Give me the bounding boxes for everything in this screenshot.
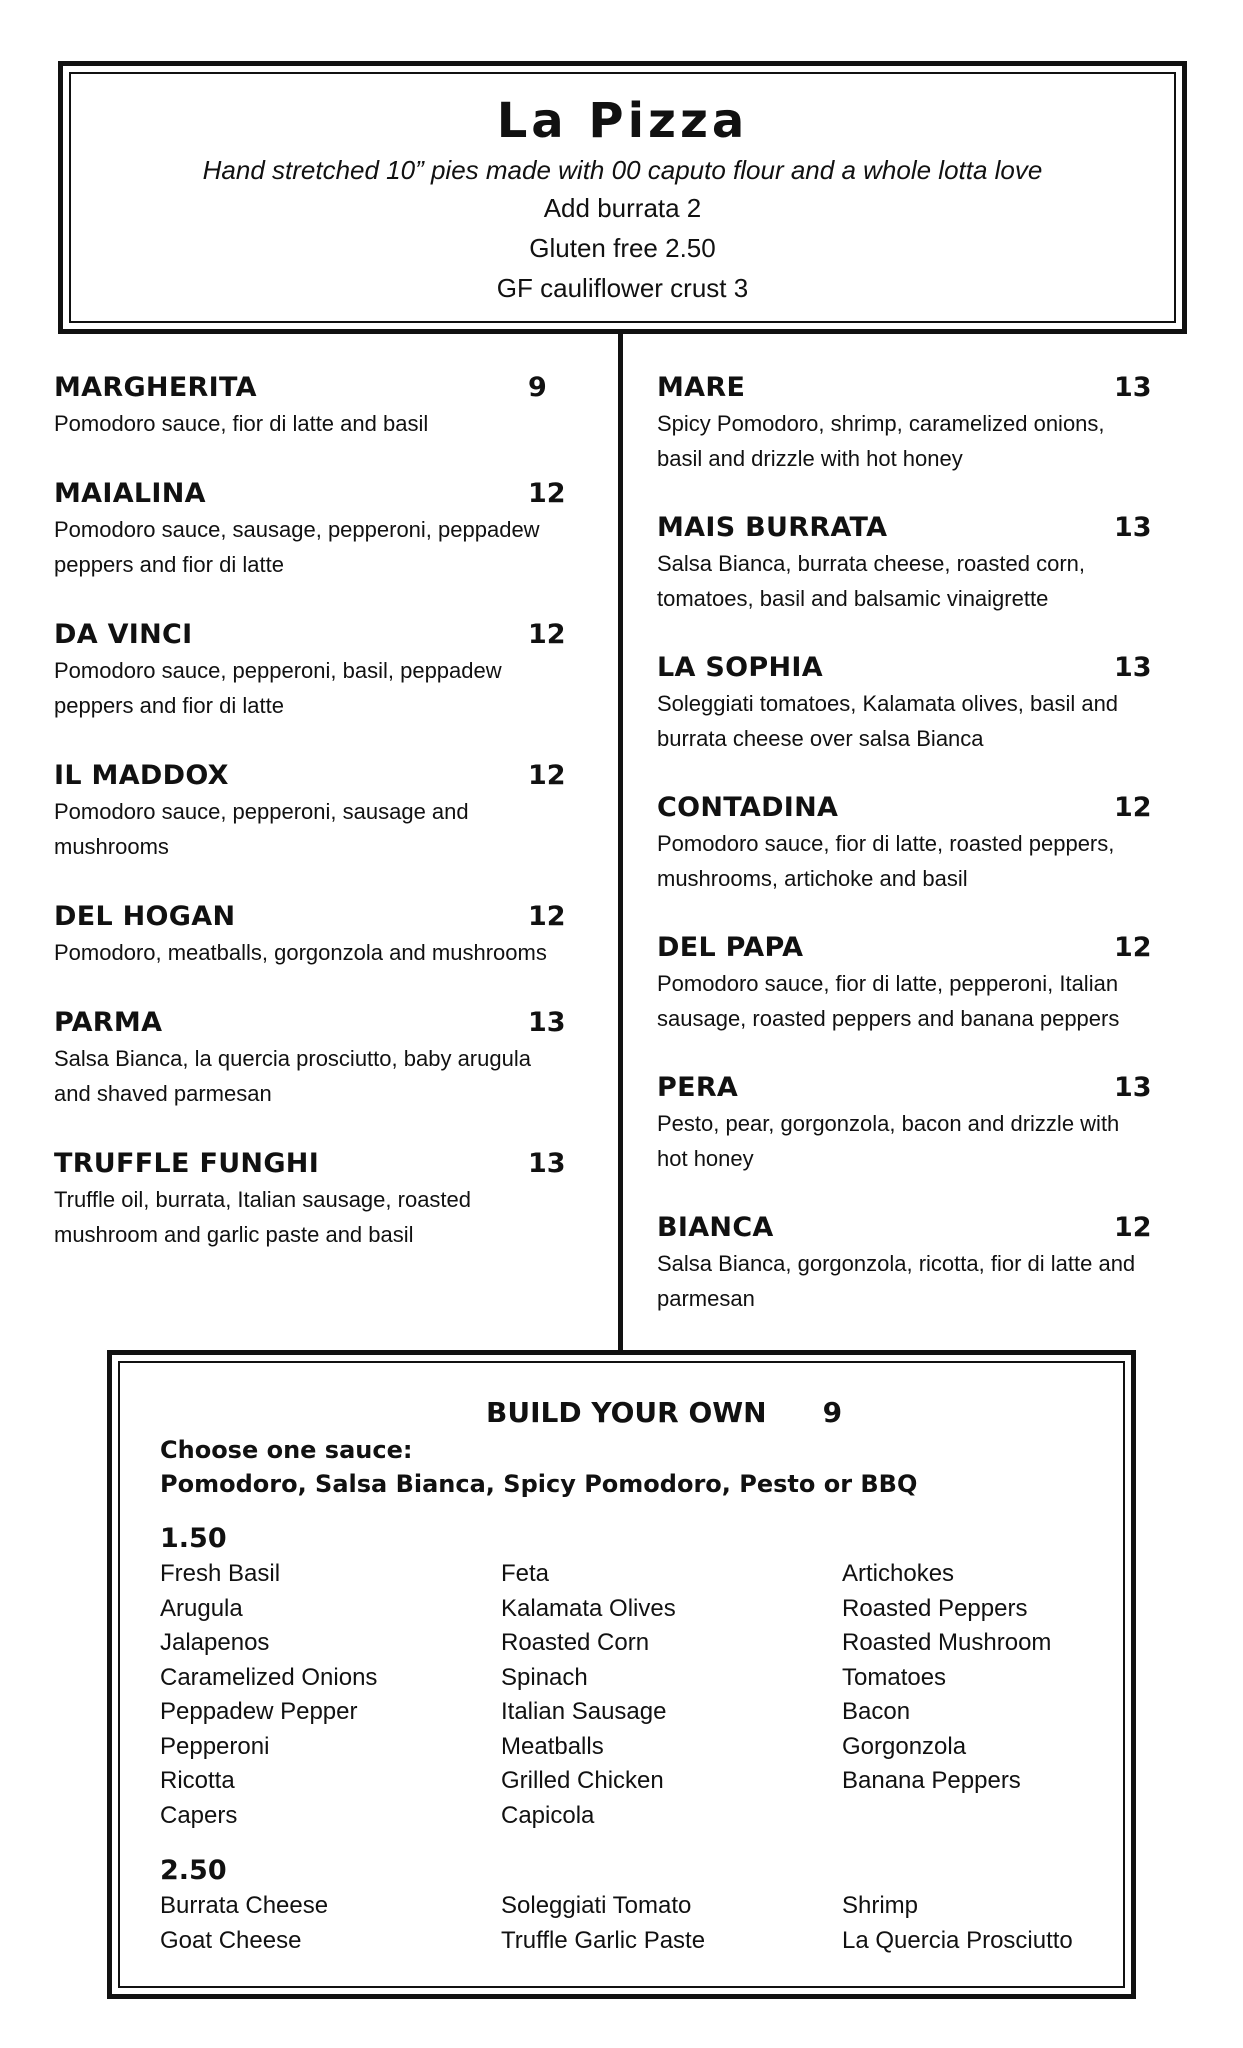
item-price: 12 xyxy=(528,478,566,509)
item-description: mushrooms, artichoke and basil xyxy=(657,866,968,891)
item-name: PERA xyxy=(657,1072,739,1103)
topping-item: Arugula xyxy=(160,1594,243,1622)
topping-column xyxy=(842,1557,1142,1833)
topping-item: Roasted Peppers xyxy=(842,1594,1028,1622)
item-price: 13 xyxy=(1114,1072,1152,1103)
topping-item: Feta xyxy=(501,1560,550,1587)
item-name: DEL PAPA xyxy=(657,932,804,963)
item-price: 13 xyxy=(528,1148,566,1179)
item-price: 9 xyxy=(528,372,547,403)
item-price: 13 xyxy=(1114,372,1152,403)
item-description: hot honey xyxy=(657,1146,754,1171)
topping-item: Fresh Basil xyxy=(160,1560,281,1587)
item-name: MAIALINA xyxy=(54,478,206,509)
tier-price: 1.50 xyxy=(160,1523,227,1554)
item-price: 12 xyxy=(1114,932,1152,963)
left-menu-column xyxy=(54,370,594,1287)
addon-cauliflower-crust: GF cauliflower crust 3 xyxy=(496,273,749,303)
topping-tiers xyxy=(160,1521,1111,1958)
addon-burrata: Add burrata 2 xyxy=(543,193,702,223)
item-name: MAIS BURRATA xyxy=(657,512,888,543)
build-your-own-price: 9 xyxy=(822,1396,843,1429)
item-name: MARGHERITA xyxy=(54,372,257,403)
item-price: 12 xyxy=(1114,792,1152,823)
header-content xyxy=(63,92,1182,308)
item-description: Salsa Bianca, la quercia prosciutto, baby arugula xyxy=(54,1046,531,1071)
item-description: Soleggiati tomatoes, Kalamata olives, basil and xyxy=(657,691,1119,716)
topping-item: La Quercia Prosciutto xyxy=(842,1926,1073,1954)
topping-item: Caramelized Onions xyxy=(160,1663,378,1691)
item-description: peppers and fior di latte xyxy=(54,552,284,577)
item-description: tomatoes, basil and balsamic vinaigrette xyxy=(657,586,1049,611)
item-price: 12 xyxy=(1114,1212,1152,1243)
build-your-own-content xyxy=(160,1393,1111,1958)
item-description: Salsa Bianca, gorgonzola, ricotta, fior di latte and xyxy=(657,1251,1136,1276)
item-description: and shaved parmesan xyxy=(54,1081,272,1106)
topping-item: Soleggiati Tomato xyxy=(501,1892,692,1919)
item-description: Pomodoro sauce, sausage, pepperoni, peppadew xyxy=(54,517,540,542)
topping-item: Goat Cheese xyxy=(160,1926,302,1954)
topping-item: Italian Sausage xyxy=(501,1698,667,1725)
topping-item: Ricotta xyxy=(160,1767,235,1794)
item-name: PARMA xyxy=(54,1007,163,1038)
menu-item-pera xyxy=(657,1070,1177,1176)
column-divider xyxy=(618,334,623,1350)
menu-item-il-maddox xyxy=(54,758,594,864)
item-description: Pomodoro sauce, fior di latte, pepperoni, Italian xyxy=(657,971,1119,996)
topping-item: Tomatoes xyxy=(842,1663,947,1691)
topping-column xyxy=(160,1889,501,1958)
sauce-heading: Choose one sauce: xyxy=(160,1436,413,1464)
item-description: Truffle oil, burrata, Italian sausage, roasted xyxy=(54,1187,472,1212)
topping-item: Roasted Mushroom xyxy=(842,1629,1052,1656)
topping-grid xyxy=(160,1889,1111,1958)
menu-item-del-hogan xyxy=(54,899,594,970)
menu-item-maialina xyxy=(54,476,594,582)
topping-item: Capicola xyxy=(501,1801,595,1829)
item-description: mushroom and garlic paste and basil xyxy=(54,1222,414,1247)
menu-item-del-papa xyxy=(657,930,1177,1036)
topping-item: Peppadew Pepper xyxy=(160,1698,358,1725)
menu-item-da-vinci xyxy=(54,617,594,723)
topping-column xyxy=(842,1889,1142,1958)
header-box xyxy=(58,61,1187,334)
topping-item: Pepperoni xyxy=(160,1732,270,1760)
item-description: Pomodoro sauce, fior di latte, roasted peppers, xyxy=(657,831,1115,856)
menu-item-contadina xyxy=(657,790,1177,896)
topping-item: Burrata Cheese xyxy=(160,1892,329,1919)
topping-item: Roasted Corn xyxy=(501,1629,650,1656)
item-description: Pesto, pear, gorgonzola, bacon and drizzle with xyxy=(657,1111,1120,1136)
item-name: MARE xyxy=(657,372,746,403)
item-description: mushrooms xyxy=(54,834,169,859)
item-description: basil and drizzle with hot honey xyxy=(657,446,963,471)
item-name: LA SOPHIA xyxy=(657,652,823,683)
topping-item: Bacon xyxy=(842,1698,911,1725)
item-description: parmesan xyxy=(657,1286,755,1311)
topping-grid xyxy=(160,1557,1111,1833)
menu-subtitle: Hand stretched 10” pies made with 00 caputo flour and a whole lotta love xyxy=(202,155,1043,185)
item-price: 13 xyxy=(1114,512,1152,543)
item-description: Salsa Bianca, burrata cheese, roasted corn, xyxy=(657,551,1086,576)
build-your-own-heading xyxy=(160,1393,1111,1433)
build-your-own-box xyxy=(107,1350,1136,1999)
topping-item: Truffle Garlic Paste xyxy=(501,1926,706,1954)
item-description: Pomodoro sauce, fior di latte and basil xyxy=(54,411,429,436)
item-price: 12 xyxy=(528,619,566,650)
topping-item: Kalamata Olives xyxy=(501,1594,676,1622)
addon-gluten-free: Gluten free 2.50 xyxy=(529,233,716,263)
topping-column xyxy=(501,1557,842,1833)
item-name: DA VINCI xyxy=(54,619,193,650)
item-description: sausage, roasted peppers and banana peppers xyxy=(657,1006,1120,1031)
sauce-options: Pomodoro, Salsa Bianca, Spicy Pomodoro, Pesto or BBQ xyxy=(160,1470,918,1498)
topping-item: Spinach xyxy=(501,1663,588,1691)
item-price: 12 xyxy=(528,760,566,791)
topping-item: Shrimp xyxy=(842,1892,919,1919)
topping-item: Capers xyxy=(160,1801,238,1829)
item-price: 13 xyxy=(528,1007,566,1038)
topping-item: Banana Peppers xyxy=(842,1767,1021,1794)
topping-item: Artichokes xyxy=(842,1560,955,1587)
topping-item: Meatballs xyxy=(501,1732,604,1760)
item-price: 13 xyxy=(1114,652,1152,683)
menu-item-parma xyxy=(54,1005,594,1111)
menu-item-la-sophia xyxy=(657,650,1177,756)
item-name: TRUFFLE FUNGHI xyxy=(54,1148,320,1179)
topping-column xyxy=(160,1557,501,1833)
item-description: Pomodoro, meatballs, gorgonzola and mushrooms xyxy=(54,940,547,965)
topping-item: Gorgonzola xyxy=(842,1732,967,1760)
item-name: DEL HOGAN xyxy=(54,901,236,932)
menu-item-mare xyxy=(657,370,1177,476)
item-description: Spicy Pomodoro, shrimp, caramelized onions, xyxy=(657,411,1105,436)
menu-title: La Pizza xyxy=(496,93,749,149)
item-description: burrata cheese over salsa Bianca xyxy=(657,726,984,751)
topping-column xyxy=(501,1889,842,1958)
menu-item-bianca xyxy=(657,1210,1177,1316)
right-menu-column xyxy=(657,370,1177,1350)
item-description: peppers and fior di latte xyxy=(54,693,284,718)
item-price: 12 xyxy=(528,901,566,932)
topping-item: Jalapenos xyxy=(160,1629,270,1656)
menu-item-truffle-funghi xyxy=(54,1146,594,1252)
item-description: Pomodoro sauce, pepperoni, basil, peppadew xyxy=(54,658,502,683)
tier-price: 2.50 xyxy=(160,1855,227,1886)
menu-item-mais-burrata xyxy=(657,510,1177,616)
item-description: Pomodoro sauce, pepperoni, sausage and xyxy=(54,799,469,824)
item-name: CONTADINA xyxy=(657,792,839,823)
build-your-own-title: BUILD YOUR OWN xyxy=(486,1396,767,1429)
topping-item: Grilled Chicken xyxy=(501,1767,664,1794)
item-name: BIANCA xyxy=(657,1212,774,1243)
item-name: IL MADDOX xyxy=(54,760,229,791)
menu-item-margherita xyxy=(54,370,594,441)
